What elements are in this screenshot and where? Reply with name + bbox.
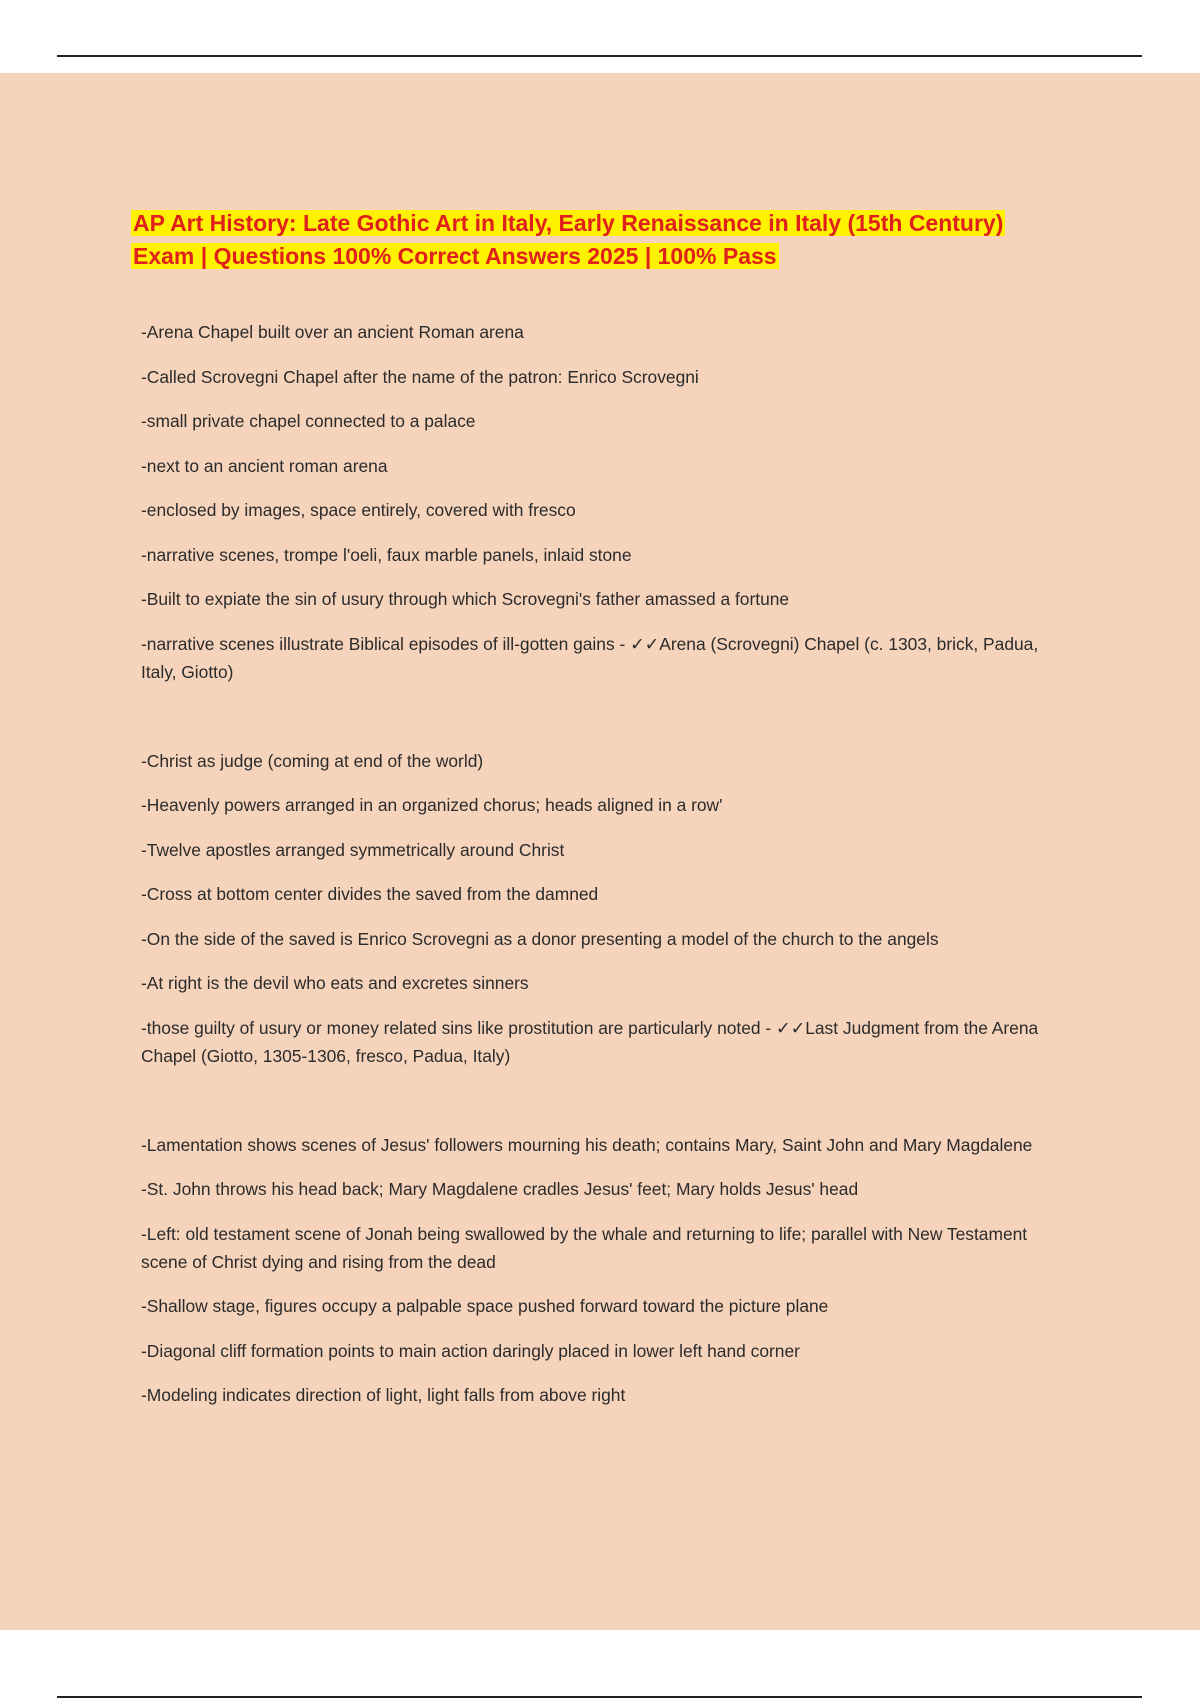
note-item: -Left: old testament scene of Jonah being swallowed by the whale and returning to life; parallel with New Testament scene of Christ dying and rising from the dead bbox=[141, 1223, 1028, 1272]
note-item: -small private chapel connected to a palace bbox=[141, 411, 476, 431]
note-item: -Called Scrovegni Chapel after the name of the patron: Enrico Scrovegni bbox=[141, 366, 699, 387]
note-item: -St. John throws his head back; Mary Magdalene cradles Jesus' feet; Mary holds Jesus' head bbox=[141, 1179, 859, 1199]
note-item: -Arena Chapel built over an ancient Roman arena bbox=[141, 322, 524, 342]
note-item: -Twelve apostles arranged symmetrically around Christ bbox=[141, 839, 565, 860]
note-item: -Lamentation shows scenes of Jesus' followers mourning his death; contains Mary, Saint John and Mary Magdalene bbox=[141, 1134, 1033, 1155]
note-item: -Built to expiate the sin of usury through which Scrovegni's father amassed a fortune bbox=[141, 589, 790, 609]
note-item-answer: -those guilty of usury or money related sins like prostitution are particularly noted - ✓✓Last Judgment from the Arena Chapel (Giotto, 1305-1306, fresco, Padua, Italy) bbox=[141, 1017, 1039, 1066]
note-item: -narrative scenes, trompe l'oeli, faux marble panels, inlaid stone bbox=[141, 544, 632, 565]
title-line-1: AP Art History: Late Gothic Art in Italy, Early Renaissance in Italy (15th Century) bbox=[133, 210, 1004, 236]
note-item: -Modeling indicates direction of light, light falls from above right bbox=[141, 1385, 626, 1405]
footer-rule bbox=[57, 1696, 1142, 1698]
note-item: -Shallow stage, figures occupy a palpable space pushed forward toward the picture plane bbox=[141, 1296, 829, 1316]
note-item-answer: -narrative scenes illustrate Biblical episodes of ill-gotten gains - ✓✓Arena (Scrovegni) Chapel (c. 1303, brick, Padua, Italy, Giotto) bbox=[141, 633, 1039, 682]
note-item: -Christ as judge (coming at end of the world) bbox=[141, 750, 484, 771]
document-title bbox=[131, 207, 1091, 273]
note-item: -At right is the devil who eats and excretes sinners bbox=[141, 973, 529, 993]
note-item: -Heavenly powers arranged in an organized chorus; heads aligned in a row' bbox=[141, 795, 723, 815]
note-item: -Diagonal cliff formation points to main action daringly placed in lower left hand corner bbox=[141, 1340, 800, 1361]
title-line-2: Exam | Questions 100% Correct Answers 2025 | 100% Pass bbox=[133, 243, 777, 269]
notes-list bbox=[141, 318, 1061, 1426]
note-item: -next to an ancient roman arena bbox=[141, 455, 388, 476]
header-rule bbox=[57, 55, 1142, 57]
note-item: -On the side of the saved is Enrico Scrovegni as a donor presenting a model of the church to the angels bbox=[141, 928, 939, 949]
note-item: -enclosed by images, space entirely, covered with fresco bbox=[141, 500, 576, 520]
note-item: -Cross at bottom center divides the saved from the damned bbox=[141, 884, 599, 904]
